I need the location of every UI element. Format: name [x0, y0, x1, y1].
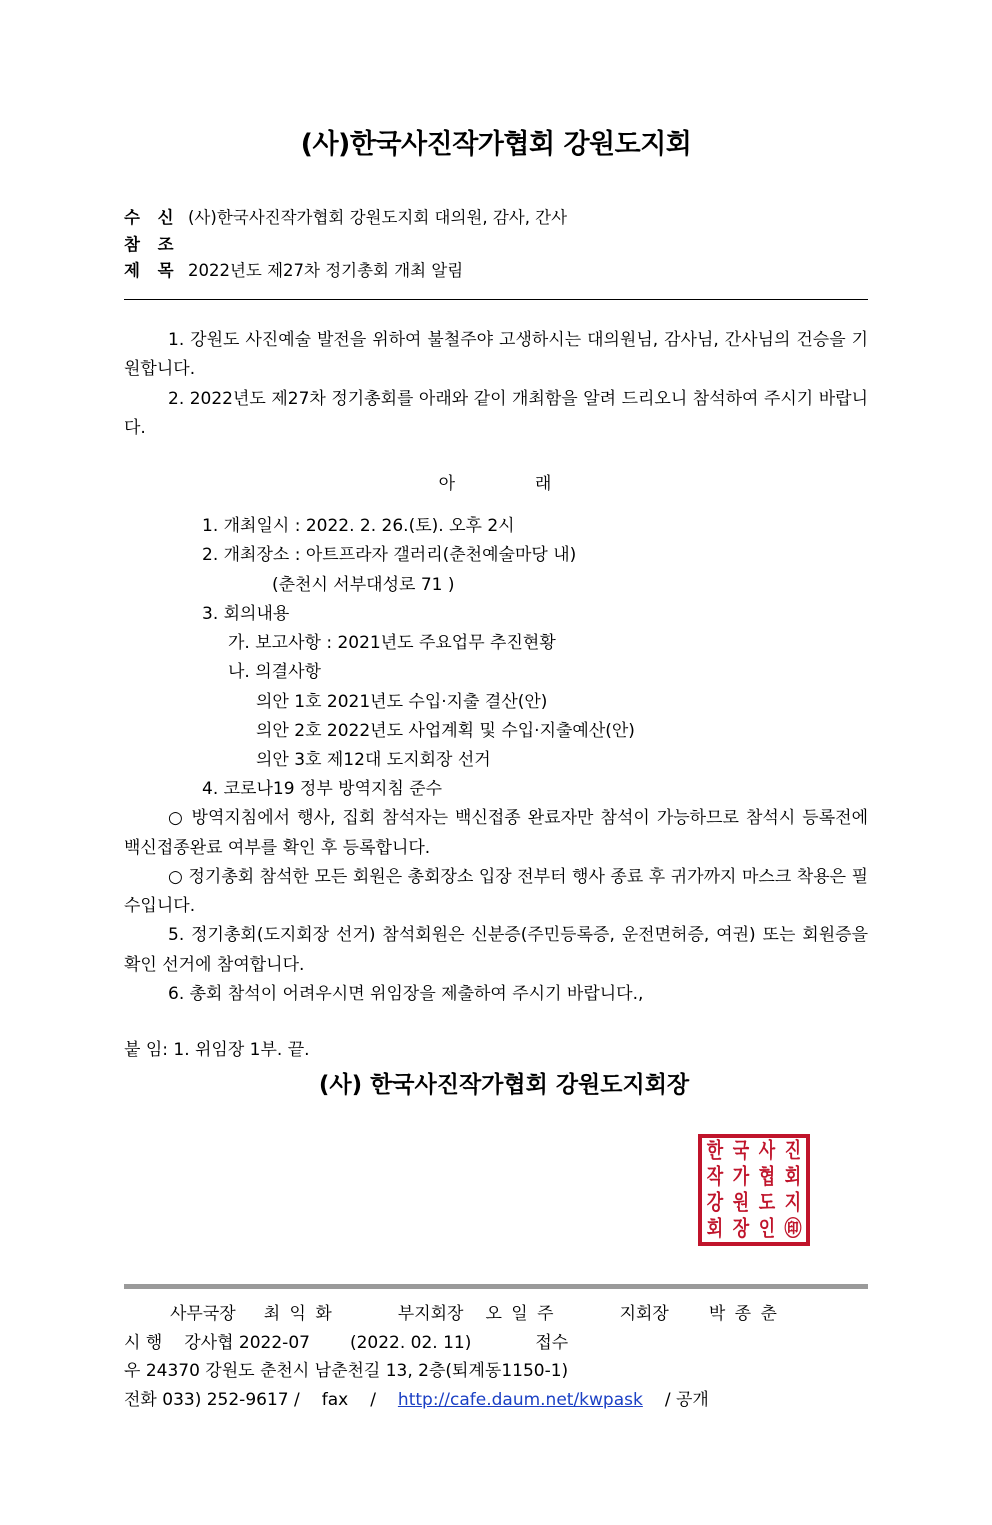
document-body	[124, 326, 868, 443]
header-row-recipient	[124, 205, 868, 232]
footer-signatories	[124, 1300, 892, 1329]
list-item: 의안 2호 2022년도 사업계획 및 수입·지출예산(안)	[256, 720, 635, 741]
role3-label: 지회장	[619, 1304, 669, 1324]
list-item: (춘천시 서부대성로 71 )	[272, 574, 455, 595]
document-header	[124, 205, 868, 285]
list-item: 6. 총회 참석이 어려우시면 위임장을 제출하여 주시기 바랍니다.,	[168, 983, 644, 1004]
list-item: 3. 회의내용	[202, 603, 290, 624]
subject-label: 제 목	[124, 261, 180, 281]
footer-issue-row	[124, 1329, 892, 1358]
fax-label: fax	[321, 1389, 349, 1410]
role1-label: 사무국장	[170, 1304, 236, 1324]
header-divider	[124, 299, 868, 300]
body-item-list	[124, 512, 868, 1009]
body-paragraph-2: 2. 2022년도 제27차 정기총회를 아래와 같이 개최함을 알려 드리오니 참석하여 주시기 바랍니다.	[124, 388, 868, 438]
receipt-label: 접수	[535, 1332, 569, 1353]
subject-value: 2022년도 제27차 정기총회 개최 알림	[188, 261, 464, 281]
page-title: (사)한국사진작가협회 강원도지회	[300, 129, 692, 160]
list-item: 가. 보고사항 : 2021년도 주요업무 추진현황	[228, 633, 556, 654]
slash-separator: /	[370, 1389, 376, 1410]
list-item: 나. 의결사항	[228, 662, 321, 683]
role1-name: 최 익 화	[263, 1304, 334, 1324]
official-seal-stamp: 한 국 사 진 작 가 협 회 강 원 도 지 회 장 인 ㊞	[698, 1134, 810, 1246]
list-item: 의안 1호 2021년도 수입·지출 결산(안)	[256, 691, 548, 712]
body-paragraph-1: 1. 강원도 사진예술 발전을 위하여 불철주야 고생하시는 대의원님, 감사님, 간사님의 건승을 기원합니다.	[124, 330, 868, 380]
footer-address: 우 24370 강원도 춘천시 남춘천길 13, 2층(퇴계동1150-1)	[124, 1361, 569, 1382]
arae-heading	[124, 469, 868, 494]
attachment-note: 붙 임: 1. 위임장 1부. 끝.	[124, 1040, 310, 1061]
issue-date: (2022. 02. 11)	[349, 1332, 472, 1353]
list-item: 1. 개최일시 : 2022. 2. 26.(토). 오후 2시	[202, 516, 515, 537]
document-footer	[124, 1300, 892, 1414]
issue-value: 강사협 2022-07	[184, 1332, 310, 1353]
list-item: ○ 방역지침에서 행사, 집회 참석자는 백신접종 완료자만 참석이 가능하므로 참석시 등록전에 백신접종완료 여부를 확인 후 등록합니다.	[124, 808, 868, 858]
recipient-value: (사)한국사진작가협회 강원도지회 대의원, 감사, 간사	[188, 208, 568, 227]
role2-label: 부지회장	[397, 1304, 464, 1324]
header-row-subject	[124, 258, 868, 285]
organization-signature: (사) 한국사진작가협회 강원도지회장	[318, 1072, 690, 1099]
list-item: 의안 3호 제12대 도지회장 선거	[256, 749, 491, 770]
footer-contact-row	[124, 1386, 892, 1415]
list-item: 5. 정기총회(도지회장 선거) 참석회원은 신분증(주민등록증, 운전면허증, 여권) 또는 회원증을 확인 선거에 참여합니다.	[124, 925, 868, 975]
phone-label: 전화 033) 252-9617 /	[124, 1389, 300, 1410]
role3-name: 박 종 춘	[708, 1304, 779, 1324]
issue-label: 시 행	[124, 1332, 163, 1353]
list-item: 4. 코로나19 정부 방역지침 준수	[202, 779, 443, 800]
document-page	[0, 122, 992, 1525]
list-item: 2. 개최장소 : 아트프라자 갤러리(춘천예술마당 내)	[202, 545, 577, 566]
arae-left: 아	[438, 474, 457, 495]
role2-name: 오 일 주	[485, 1304, 556, 1324]
recipient-label: 수 신	[124, 208, 180, 227]
cafe-url-link[interactable]: http://cafe.daum.net/kwpask	[397, 1389, 643, 1410]
disclosure-label: / 공개	[664, 1389, 709, 1410]
cc-label: 참 조	[124, 234, 180, 254]
list-item: ○ 정기총회 참석한 모든 회원은 총회장소 입장 전부터 행사 종료 후 귀가까지 마스크 착용은 필수입니다.	[124, 866, 868, 917]
footer-divider	[124, 1284, 868, 1289]
arae-right: 래	[535, 474, 554, 495]
header-row-cc	[124, 232, 868, 259]
